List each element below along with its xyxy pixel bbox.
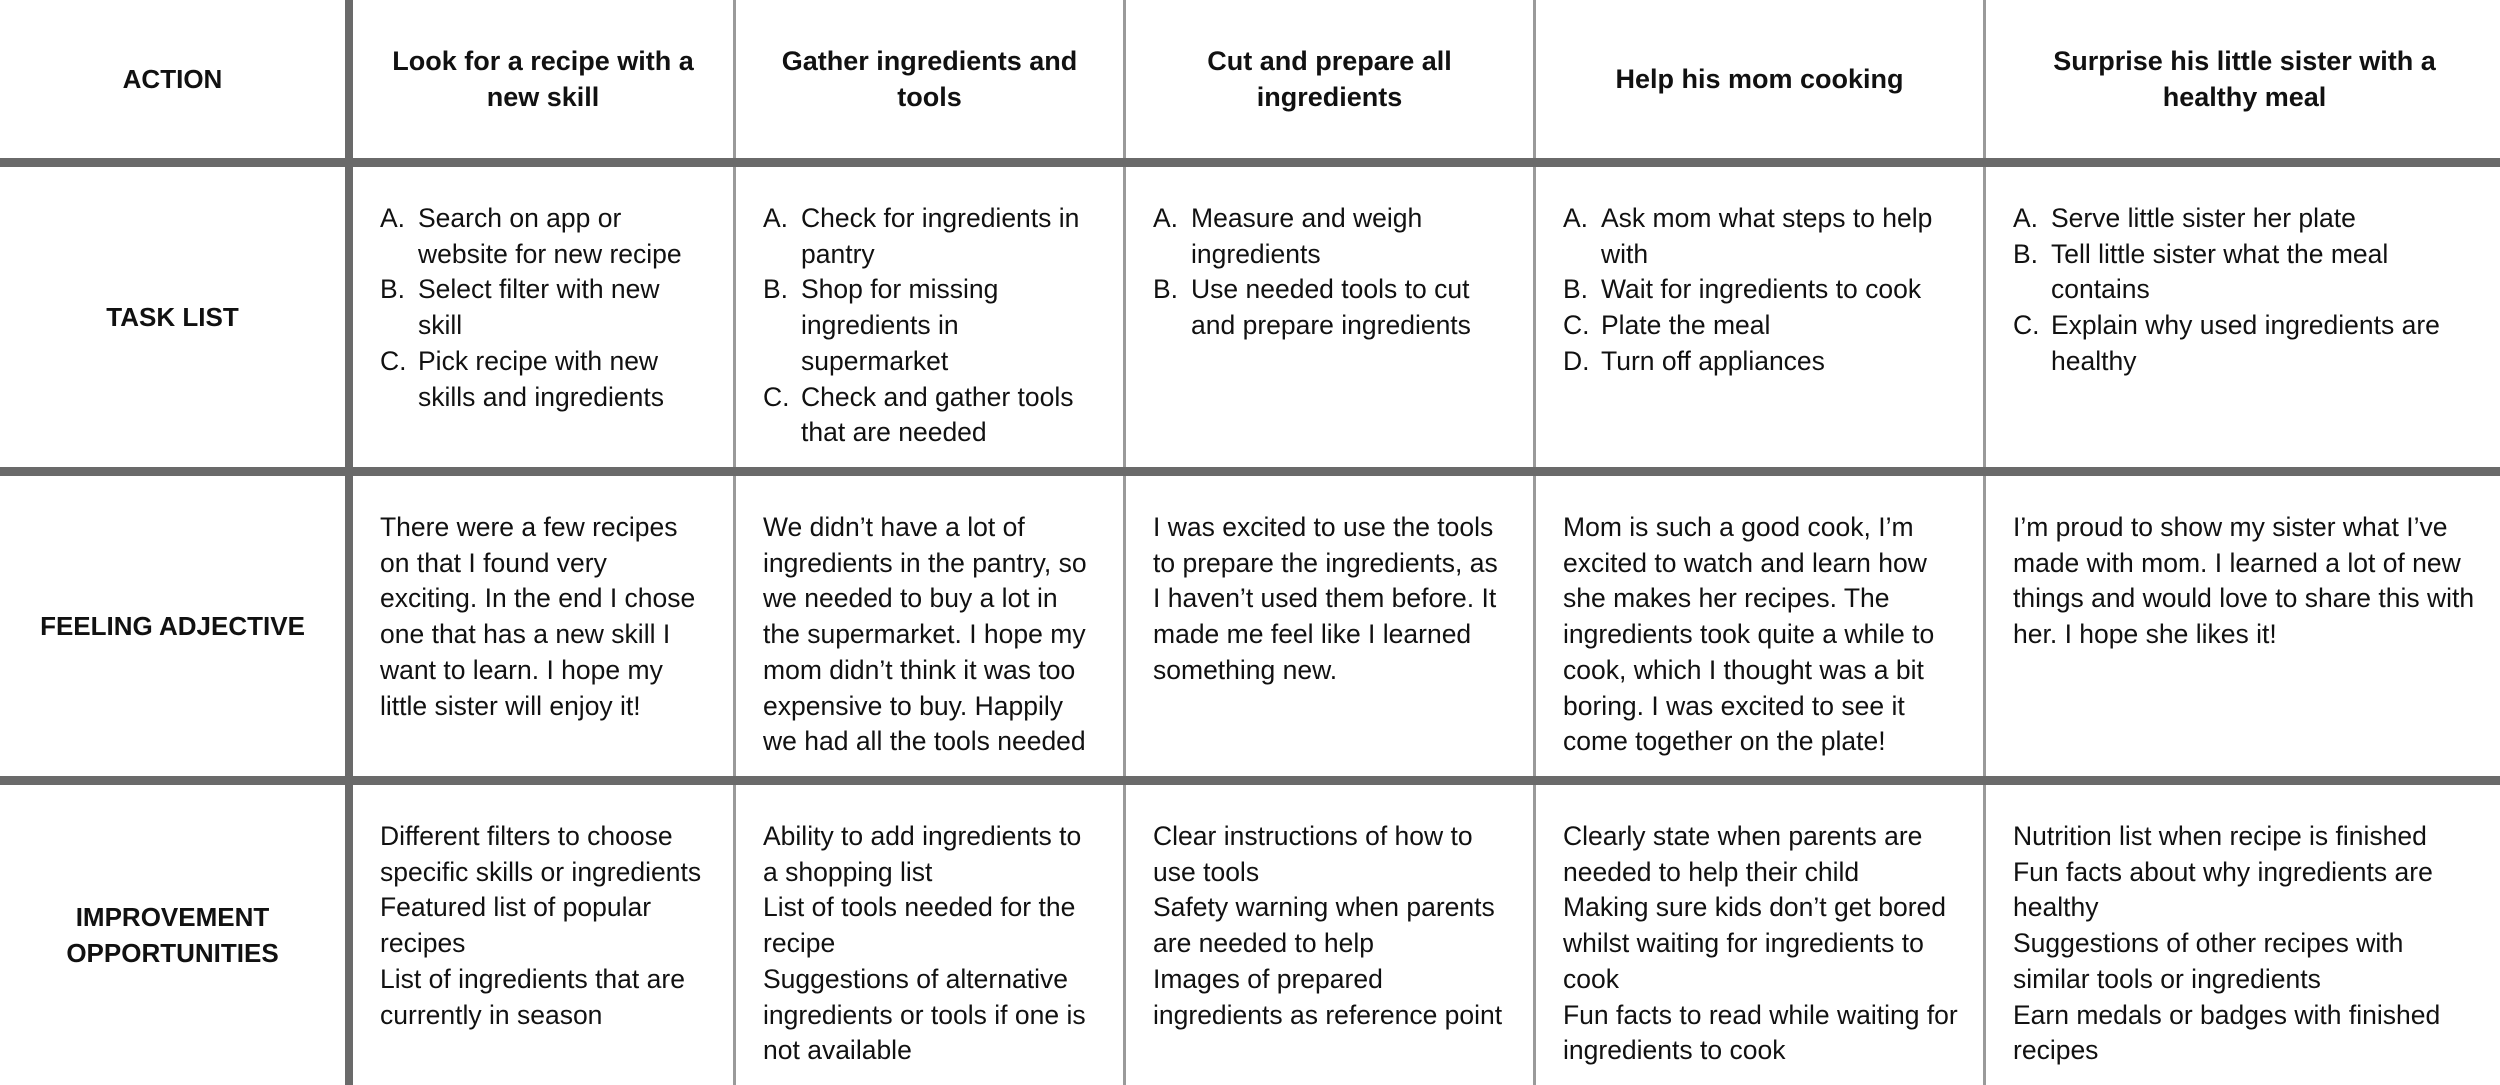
task-marker: A. xyxy=(1563,203,1589,233)
feeling-text: I’m proud to show my sister what I’ve made with mom. I learned a lot of new things and would love to share this with her. I hope she likes it! xyxy=(2013,512,2475,650)
row-divider xyxy=(0,776,2500,785)
action-header: Cut and prepare all ingredients xyxy=(1207,46,1452,112)
improvement-cell xyxy=(353,785,733,1085)
feeling-text: There were a few recipes on that I found very exciting. In the end I chose one that has a new skill I want to learn. I hope my little sister will enjoy it! xyxy=(380,512,696,721)
task-marker: B. xyxy=(380,274,406,305)
task-item xyxy=(2013,308,2479,379)
improvement-item: List of ingredients that are currently in season xyxy=(380,963,685,1030)
action-header: Look for a recipe with a new skill xyxy=(392,46,694,112)
task-marker: C. xyxy=(380,345,407,376)
task-item xyxy=(763,272,1099,379)
row-label-line: IMPROVEMENT xyxy=(75,902,270,932)
task-text: Serve little sister her plate xyxy=(2051,203,2356,233)
task-item xyxy=(2013,237,2479,308)
task-text: Use needed tools to cut and prepare ingredients xyxy=(1191,274,1471,341)
task-marker: B. xyxy=(763,274,789,305)
improvement-item: Images of prepared ingredients as reference point xyxy=(1153,963,1503,1030)
task-item xyxy=(1563,272,1959,308)
row-label-feeling-adjective: FEELING ADJECTIVE xyxy=(40,611,305,641)
task-text: Ask mom what steps to help with xyxy=(1601,203,1933,269)
improvement-item: Ability to add ingredients to a shopping list xyxy=(763,821,1082,887)
task-marker: B. xyxy=(1153,274,1179,305)
improvement-item: Clear instructions of how to use tools xyxy=(1153,821,1473,887)
action-header: Help his mom cooking xyxy=(1615,64,1904,94)
task-marker: D. xyxy=(1563,345,1590,376)
improvement-item: Suggestions of alternative ingredients or tools if one is not available xyxy=(763,963,1086,1066)
task-list-cell xyxy=(353,167,733,467)
task-item xyxy=(2013,201,2479,237)
task-marker: A. xyxy=(763,203,789,233)
task-item xyxy=(380,272,709,343)
task-text: Explain why used ingredients are healthy xyxy=(2051,310,2440,376)
improvement-item: Nutrition list when recipe is finished xyxy=(2013,821,2427,851)
task-text: Tell little sister what the meal contains xyxy=(2051,238,2389,305)
task-list-cell xyxy=(1126,167,1533,467)
task-text: Check and gather tools that are needed xyxy=(801,381,1074,448)
task-marker: C. xyxy=(763,381,790,412)
feeling-cell xyxy=(736,476,1123,776)
action-header: Surprise his little sister with a healthy meal xyxy=(2053,46,2436,112)
improvement-item: Making sure kids don’t get bored whilst waiting for ingredients to cook xyxy=(1563,892,1946,994)
feeling-cell xyxy=(1536,476,1983,776)
task-text: Select filter with new skill xyxy=(418,274,660,341)
improvement-item: List of tools needed for the recipe xyxy=(763,892,1076,959)
row-label-line: OPPORTUNITIES xyxy=(66,938,279,968)
task-marker: A. xyxy=(2013,203,2039,233)
task-marker: B. xyxy=(1563,274,1589,305)
task-marker: B. xyxy=(2013,238,2039,269)
task-list-cell xyxy=(1986,167,2500,467)
improvement-cell xyxy=(736,785,1123,1085)
feeling-text: I was excited to use the tools to prepare the ingredients, as I haven’t used them before. It made me feel like I learned something new. xyxy=(1153,512,1498,685)
task-item xyxy=(1563,344,1959,380)
task-text: Wait for ingredients to cook xyxy=(1601,274,1922,305)
task-item xyxy=(763,380,1099,451)
task-list-cell xyxy=(1536,167,1983,467)
task-text: Pick recipe with new skills and ingredients xyxy=(418,345,664,412)
improvement-item: Earn medals or badges with finished recipes xyxy=(2013,999,2441,1066)
task-marker: A. xyxy=(1153,203,1179,233)
improvement-cell xyxy=(1986,785,2500,1085)
improvement-item: Clearly state when parents are needed to help their child xyxy=(1563,821,1923,887)
task-text: Shop for missing ingredients in supermarket xyxy=(801,274,999,376)
feeling-cell xyxy=(1986,476,2500,776)
task-item xyxy=(763,201,1099,272)
improvement-item: Suggestions of other recipes with similar tools or ingredients xyxy=(2013,928,2404,994)
row-divider xyxy=(0,467,2500,476)
feeling-cell xyxy=(1126,476,1533,776)
task-marker: C. xyxy=(1563,310,1590,341)
improvement-item: Different filters to choose specific skills or ingredients xyxy=(380,821,702,887)
task-marker: A. xyxy=(380,203,406,233)
row-label-improvement-opportunities xyxy=(0,785,345,1085)
task-item xyxy=(1563,201,1959,272)
improvement-item: Featured list of popular recipes xyxy=(380,892,652,959)
row-divider xyxy=(0,158,2500,167)
task-marker: C. xyxy=(2013,310,2040,341)
task-text: Measure and weigh ingredients xyxy=(1191,203,1423,269)
task-text: Turn off appliances xyxy=(1601,345,1825,376)
improvement-item: Fun facts about why ingredients are healthy xyxy=(2013,856,2433,923)
improvement-item: Safety warning when parents are needed to help xyxy=(1153,892,1495,959)
row-label-action: ACTION xyxy=(122,64,223,94)
task-item xyxy=(1153,272,1509,343)
improvement-cell xyxy=(1126,785,1533,1085)
task-item xyxy=(380,201,709,272)
task-item xyxy=(1563,308,1959,344)
feeling-text: We didn’t have a lot of ingredients in the pantry, so we needed to buy a lot in the supermarket. I hope my mom didn’t think it was too expensive to buy. Happily we had all the tools needed xyxy=(763,512,1087,757)
task-list-cell xyxy=(736,167,1123,467)
feeling-cell xyxy=(353,476,733,776)
improvement-cell xyxy=(1536,785,1983,1085)
task-item xyxy=(1153,201,1509,272)
task-text: Plate the meal xyxy=(1601,310,1771,341)
row-label-task-list: TASK LIST xyxy=(106,302,239,332)
improvement-item: Fun facts to read while waiting for ingredients to cook xyxy=(1563,999,1958,1066)
task-text: Search on app or website for new recipe xyxy=(418,203,682,269)
task-text: Check for ingredients in pantry xyxy=(801,203,1080,269)
feeling-text: Mom is such a good cook, I’m excited to watch and learn how she makes her recipes. The ingredients took quite a while to cook, which I thought was a bit boring. I was excited to see it come together on the plate! xyxy=(1563,512,1935,757)
task-item xyxy=(380,344,709,415)
action-header: Gather ingredients and tools xyxy=(781,46,1078,112)
